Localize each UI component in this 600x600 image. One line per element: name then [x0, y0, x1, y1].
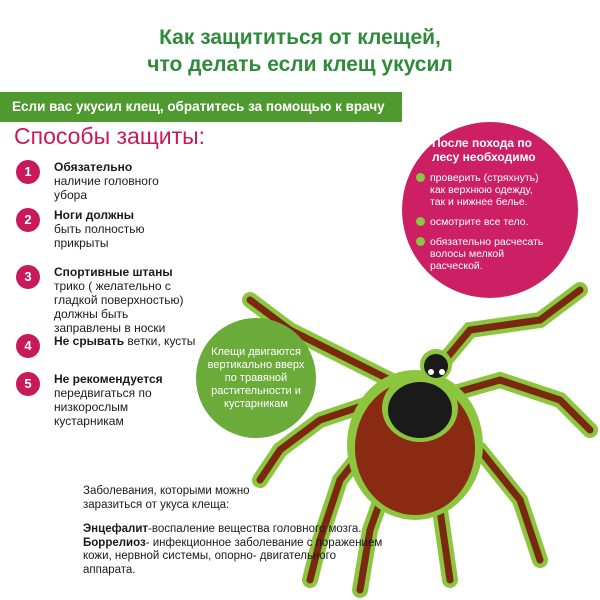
bullet-dot — [416, 237, 425, 246]
item-number: 4 — [16, 334, 40, 358]
item-text — [54, 160, 224, 202]
ways-title: Способы защиты: — [14, 123, 206, 149]
bullet-dot — [416, 217, 425, 226]
after-walk-title: После похода по лесу необходимо — [432, 136, 536, 164]
item-number: 3 — [16, 265, 40, 289]
item-number: 2 — [16, 208, 40, 232]
definition-text: - инфекционное заболевание с поражением кожи, нервной системы, опорно- двигательного аппарата. — [83, 536, 383, 576]
definition-2 — [83, 537, 383, 578]
item-text — [54, 208, 224, 250]
item-bold: Спортивные штаны — [54, 265, 173, 279]
item-desc: быть полностью прикрыты — [54, 222, 145, 250]
movement-note-circle — [196, 318, 316, 438]
item-number: 1 — [16, 160, 40, 184]
after-walk-text: осмотрите все тело. — [430, 216, 529, 228]
definition-term: Энцефалит — [83, 523, 149, 535]
item-bold: Обязательно — [54, 160, 133, 174]
after-walk-text: проверить (стряхнуть) как верхнюю одежду, так и нижнее белье. — [430, 172, 539, 208]
definition-term: Боррелиоз — [83, 536, 146, 549]
item-desc: передвигаться по низкорослым кустарникам — [54, 386, 152, 428]
item-desc: ветки, кусты — [127, 334, 196, 348]
title-line-2: что делать если клещ укусил — [147, 53, 453, 76]
after-walk-circle — [402, 122, 578, 298]
item-bold: Не рекомендуется — [54, 372, 163, 386]
item-desc: наличие головного убора — [54, 174, 159, 202]
after-walk-text: обязательно расчесать волосы мелкой расческой. — [430, 236, 544, 272]
title-line-1: Как защититься от клещей, — [159, 26, 441, 49]
definition-text: -воспаление вещества головного мозга. — [148, 523, 362, 535]
movement-note: Клещи двигаются вертикально вверх по травяной растительности и кустарникам — [207, 346, 305, 410]
definition-1 — [83, 523, 383, 537]
doctor-banner: Если вас укусил клещ, обратитесь за помощью к врачу — [0, 92, 402, 122]
item-bold: Ноги должны — [54, 208, 134, 222]
bullet-dot — [416, 173, 425, 182]
item-number: 5 — [16, 372, 40, 396]
item-bold: Не срывать — [54, 334, 125, 348]
diseases-intro: Заболевания, которыми можно заразиться от укуса клеща: — [83, 485, 250, 511]
disease-definitions — [83, 523, 383, 577]
item-text — [54, 265, 224, 335]
item-desc: трико ( желательно с гладкой поверхностью) должны быть заправлены в носки — [54, 279, 184, 335]
item-text — [54, 334, 224, 348]
